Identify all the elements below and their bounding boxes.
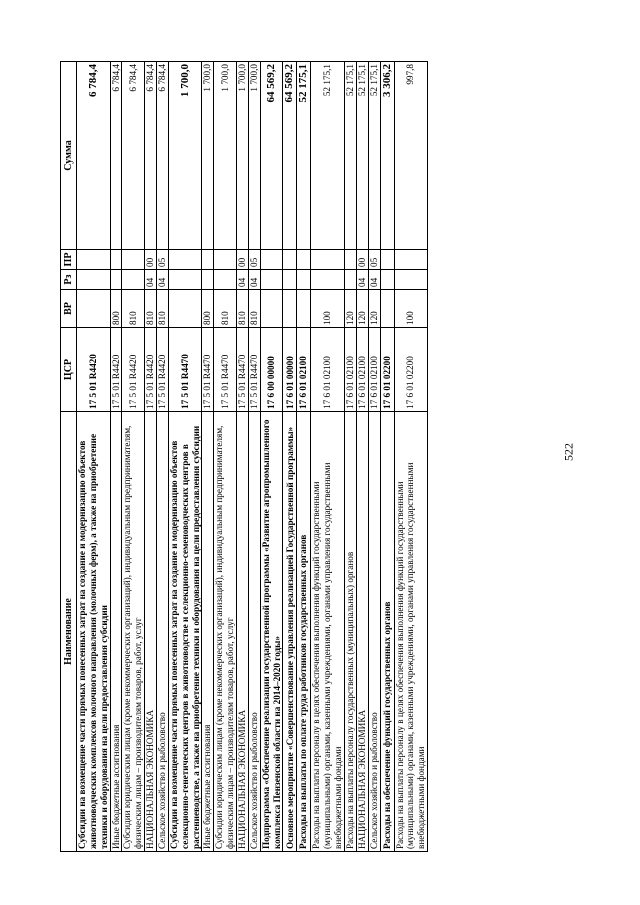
csr-cell: 17 6 01 02100 [356,328,368,412]
rz-cell [110,270,122,290]
rz-cell: 04 [237,270,249,290]
table-row [311,62,345,852]
table-row [202,62,214,852]
header-vr: ВР [61,290,77,328]
pr-cell: 00 [145,250,157,270]
rz-cell: 04 [145,270,157,290]
table-row [260,62,283,852]
vr-cell [297,290,311,328]
sum-cell: 6 784,4 [77,62,111,250]
name-cell: Сельское хозяйство и рыболовство [157,412,169,852]
csr-cell: 17 5 01 R4470 [214,328,237,412]
table-row [394,62,428,852]
csr-cell: 17 6 01 00000 [283,328,297,412]
pr-cell [297,250,311,270]
table-row [237,62,249,852]
csr-cell: 17 5 01 R4470 [202,328,214,412]
table-row [356,62,368,852]
name-cell: Расходы на обеспечение функций государственных органов [380,412,394,852]
rz-cell [380,270,394,290]
rz-cell: 04 [368,270,380,290]
pr-cell: 05 [248,250,260,270]
pr-cell [168,250,202,270]
table-row [77,62,111,852]
csr-cell: 17 5 01 R4420 [122,328,145,412]
pr-cell [77,250,111,270]
vr-cell: 810 [122,290,145,328]
pr-cell [202,250,214,270]
name-cell: Субсидии юридическим лицам (кроме некоммерческих организаций), индивидуальным предпринимателям, физическим лицам – производителям товаров, работ, услуг [122,412,145,852]
table-header-row [61,62,77,852]
rz-cell [202,270,214,290]
rotated-page-content [60,62,580,852]
name-cell: Иные бюджетные ассигнования [202,412,214,852]
name-cell: Подпрограмма «Обеспечение реализации государственной программы «Развитие агропромышленного комплекса Пензенской области на 2014–2020 годы» [260,412,283,852]
vr-cell: 100 [394,290,428,328]
table-row [380,62,394,852]
vr-cell: 810 [157,290,169,328]
sum-cell: 52 175,1 [297,62,311,250]
name-cell: Сельское хозяйство и рыболовство [368,412,380,852]
sum-cell: 997,8 [394,62,428,250]
vr-cell [260,290,283,328]
vr-cell: 800 [202,290,214,328]
rz-cell [394,270,428,290]
pr-cell [380,250,394,270]
csr-cell: 17 5 01 R4420 [77,328,111,412]
table-row [297,62,311,852]
name-cell: Расходы на выплаты персоналу государственных (муниципальных) органов [344,412,356,852]
pr-cell [394,250,428,270]
csr-cell: 17 6 01 02200 [380,328,394,412]
table-row [283,62,297,852]
csr-cell: 17 6 01 02100 [368,328,380,412]
name-cell: Сельское хозяйство и рыболовство [248,412,260,852]
table-row [145,62,157,852]
header-sum: Сумма [61,62,77,250]
table-row [168,62,202,852]
sum-cell: 6 784,4 [110,62,122,250]
header-name: Наименование [61,412,77,852]
pr-cell: 05 [157,250,169,270]
sum-cell: 1 700,0 [168,62,202,250]
name-cell: НАЦИОНАЛЬНАЯ ЭКОНОМИКА [237,412,249,852]
sum-cell: 1 700,0 [248,62,260,250]
rz-cell: 04 [356,270,368,290]
vr-cell: 810 [248,290,260,328]
vr-cell: 120 [356,290,368,328]
vr-cell [168,290,202,328]
sum-cell: 52 175,1 [311,62,345,250]
sum-cell: 52 175,1 [356,62,368,250]
vr-cell: 100 [311,290,345,328]
csr-cell: 17 5 01 R4420 [110,328,122,412]
csr-cell: 17 5 01 R4470 [237,328,249,412]
pr-cell [260,250,283,270]
vr-cell [380,290,394,328]
csr-cell: 17 5 01 R4470 [248,328,260,412]
pr-cell [311,250,345,270]
pr-cell [214,250,237,270]
rz-cell [122,270,145,290]
vr-cell: 800 [110,290,122,328]
pr-cell [283,250,297,270]
table-row [110,62,122,852]
table-body [77,62,428,852]
sum-cell: 3 306,2 [380,62,394,250]
csr-cell: 17 6 01 02200 [394,328,428,412]
csr-cell: 17 5 01 R4420 [145,328,157,412]
budget-table [60,61,428,852]
name-cell: НАЦИОНАЛЬНАЯ ЭКОНОМИКА [145,412,157,852]
rz-cell [260,270,283,290]
sum-cell: 64 569,2 [260,62,283,250]
csr-cell: 17 6 01 02100 [344,328,356,412]
header-pr: ПР [61,250,77,270]
rz-cell [214,270,237,290]
vr-cell: 120 [344,290,356,328]
table-row [248,62,260,852]
rz-cell [77,270,111,290]
csr-cell: 17 6 00 00000 [260,328,283,412]
rz-cell [168,270,202,290]
page-number: 522 [561,443,576,461]
table-row [214,62,237,852]
pr-cell: 00 [237,250,249,270]
rz-cell [344,270,356,290]
sum-cell: 1 700,0 [214,62,237,250]
vr-cell: 810 [237,290,249,328]
name-cell: Основное мероприятие «Совершенствование управления реализацией Государственной программы» [283,412,297,852]
vr-cell: 810 [145,290,157,328]
sum-cell: 52 175,1 [344,62,356,250]
sum-cell: 52 175,1 [368,62,380,250]
name-cell: НАЦИОНАЛЬНАЯ ЭКОНОМИКА [356,412,368,852]
name-cell: Субсидии на возмещение части прямых понесенных затрат на создание и модернизацию объектов селекционно-генетических центров в животноводстве и селекционно-семеноводческих центров в растениеводстве, а также на приобретение техники и оборудования на цели предоставления субсидии [168,412,202,852]
name-cell: Субсидии на возмещение части прямых понесенных затрат на создание и модернизацию объектов животноводческих комплексов молочного направления (молочных ферм), а также на приобретение техники и оборудования на цели предоставления субсидии [77,412,111,852]
csr-cell: 17 5 01 R4470 [168,328,202,412]
csr-cell: 17 5 01 R4420 [157,328,169,412]
name-cell: Расходы на выплаты персоналу в целях обеспечения выполнения функций государственными (муниципальными) органами, казенными учреждениями, органами управления государственными внебюджетными фондами [311,412,345,852]
vr-cell [77,290,111,328]
sum-cell: 1 700,0 [237,62,249,250]
sum-cell: 1 700,0 [202,62,214,250]
rz-cell: 04 [248,270,260,290]
name-cell: Расходы на выплаты по оплате труда работников государственных органов [297,412,311,852]
csr-cell: 17 6 01 02100 [311,328,345,412]
sum-cell: 6 784,4 [145,62,157,250]
pr-cell [110,250,122,270]
csr-cell: 17 6 01 02100 [297,328,311,412]
table-row [344,62,356,852]
table-row [368,62,380,852]
sum-cell: 64 569,2 [283,62,297,250]
sum-cell: 6 784,4 [157,62,169,250]
pr-cell [344,250,356,270]
header-csr: ЦСР [61,328,77,412]
table-row [122,62,145,852]
rz-cell [311,270,345,290]
name-cell: Иные бюджетные ассигнования [110,412,122,852]
pr-cell: 00 [356,250,368,270]
vr-cell: 120 [368,290,380,328]
rz-cell [283,270,297,290]
name-cell: Расходы на выплаты персоналу в целях обеспечения выполнения функций государственными (муниципальными) органами, казенными учреждениями, органами управления государственными внебюджетными фондами [394,412,428,852]
sum-cell: 6 784,4 [122,62,145,250]
name-cell: Субсидии юридическим лицам (кроме некоммерческих организаций), индивидуальным предпринимателям, физическим лицам – производителям товаров, работ, услуг [214,412,237,852]
rz-cell: 04 [157,270,169,290]
vr-cell [283,290,297,328]
table-row [157,62,169,852]
pr-cell [122,250,145,270]
rz-cell [297,270,311,290]
vr-cell: 810 [214,290,237,328]
pr-cell: 05 [368,250,380,270]
header-rz: Рз [61,270,77,290]
